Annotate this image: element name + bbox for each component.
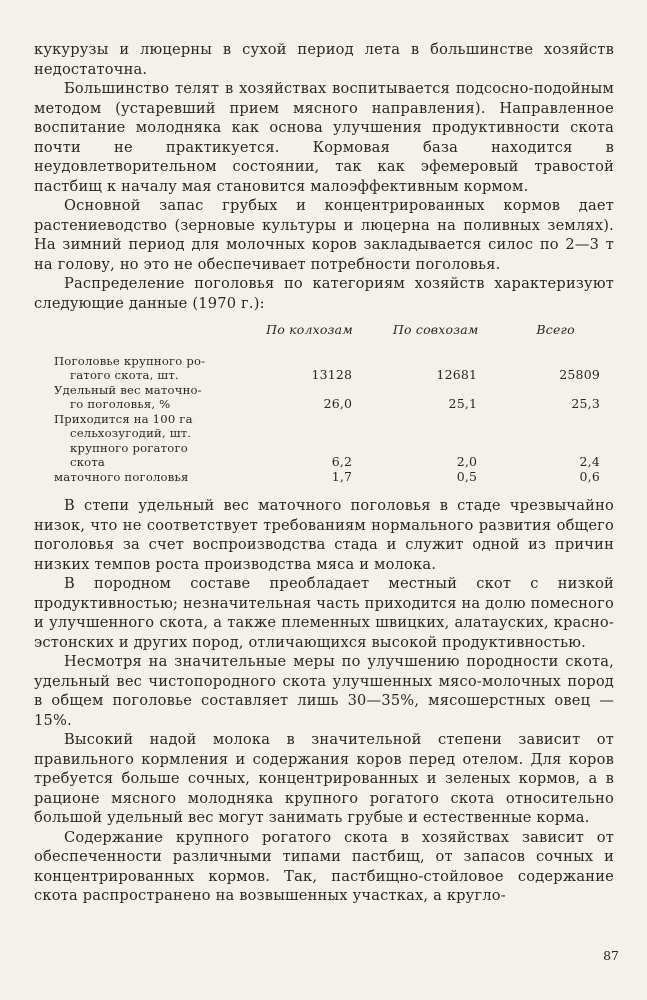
- table-row: [34, 383, 614, 412]
- cell-value: 2,0: [456, 454, 478, 469]
- paragraph: Большинство телят в хозяйствах воспитывается подсосно-подойным методом (устаревший прием мясного направления). Направленное воспитание молодняка как основа улучшения продуктивности скота почти не практикуется. Кормовая база находится в неудовлетворительном состоянии, так как эфемеровый травостой пастбищ к началу мая становится малоэффективным кормом.: [34, 80, 614, 195]
- row-label-line: гатого скота, шт.: [70, 368, 179, 382]
- row-label-line: крупного рогатого: [70, 440, 188, 455]
- cell-value: 12681: [436, 367, 478, 382]
- table-header-total: Всего: [536, 322, 575, 337]
- row-label-line: Поголовье крупного ро-: [54, 353, 206, 368]
- row-label: [34, 470, 245, 485]
- paragraph: Высокий надой молока в значительной степени зависит от правильного кормления и содержания коров перед отелом. Для коров требуется больше сочных, концентрированных и зеленых кормов, а в рационе мясного молодняка крупного рогатого скота относительно большой удельный вес могут занимать грубые и естественные корма.: [34, 731, 614, 826]
- cell-value: 25809: [559, 367, 600, 382]
- paragraph: кукурузы и люцерны в сухой период лета в большинстве хозяйств недостаточна.: [34, 41, 614, 78]
- cell-value: 0,6: [579, 468, 600, 484]
- cell-value: 26,0: [323, 396, 353, 411]
- row-label-line: го поголовья, %: [70, 397, 171, 411]
- cell-value: 25,1: [448, 396, 478, 411]
- table-row: [34, 470, 614, 485]
- cell-value: 0,5: [456, 468, 478, 484]
- row-label-line: скота: [70, 455, 106, 469]
- row-label: [34, 383, 245, 412]
- livestock-table: [34, 323, 614, 484]
- cell-value: 25,3: [571, 396, 600, 411]
- paragraph: Основной запас грубых и концентрированных кормов дает растениеводство (зерновые культуры и люцерна на поливных землях). На зимний период для молочных коров закладывается силос по 2—3 т на голову, но это не обеспечивает потребности поголовья.: [34, 197, 614, 273]
- cell-value: 13128: [311, 367, 353, 382]
- paragraph: Распределение поголовья по категориям хозяйств характеризуют следующие данные (1970 г.):: [34, 275, 614, 312]
- table-header-sovkhoz: По совхозам: [392, 322, 479, 337]
- table-header-kolkhoz: По колхозам: [266, 322, 353, 337]
- row-label-line: маточного поголовья: [54, 469, 189, 484]
- row-label-line: Удельный вес маточно-: [54, 382, 202, 397]
- page-text: [34, 40, 614, 906]
- row-label-line: Приходится на 100 га: [54, 411, 193, 426]
- cell-value: 1,7: [331, 468, 353, 484]
- table-row: [34, 354, 614, 383]
- table-header-row: [34, 323, 614, 354]
- row-label-line: сельхозугодий, шт.: [70, 426, 192, 440]
- table-header-blank: [34, 323, 245, 354]
- row-label: [34, 354, 245, 383]
- paragraphs-top: [34, 40, 614, 313]
- table-row: [34, 412, 614, 470]
- page-number: 87: [603, 948, 619, 963]
- paragraph: Содержание крупного рогатого скота в хозяйствах зависит от обеспеченности различными типами пастбищ, от запасов сочных и концентрированных кормов. Так, пастбищно-стойловое содержание скота распространено на возвышенных участках, а кругло-: [34, 828, 614, 904]
- cell-value: 2,4: [579, 454, 600, 469]
- paragraph: В породном составе преобладает местный скот с низкой продуктивностью; незначительная часть приходится на долю помесного и улучшенного скота, а также племенных швицких, алатауских, красно-эстонских и других пород, отличающихся высокой продуктивностью.: [34, 575, 614, 651]
- cell-value: 6,2: [331, 454, 353, 469]
- row-label: [34, 412, 245, 470]
- paragraphs-bottom: [34, 496, 614, 906]
- paragraph: В степи удельный вес маточного поголовья в стаде чрезвычайно низок, что не соответствует требованиям нормального развития общего поголовья за счет воспроизводства стада и служит одной из причин низких темпов роста производства мяса и молока.: [34, 497, 614, 573]
- paragraph: Несмотря на значительные меры по улучшению породности скота, удельный вес чистопородного скота улучшенных мясо-молочных пород в общем поголовье составляет лишь 30—35%, мясошерстных овец — 15%.: [34, 653, 614, 729]
